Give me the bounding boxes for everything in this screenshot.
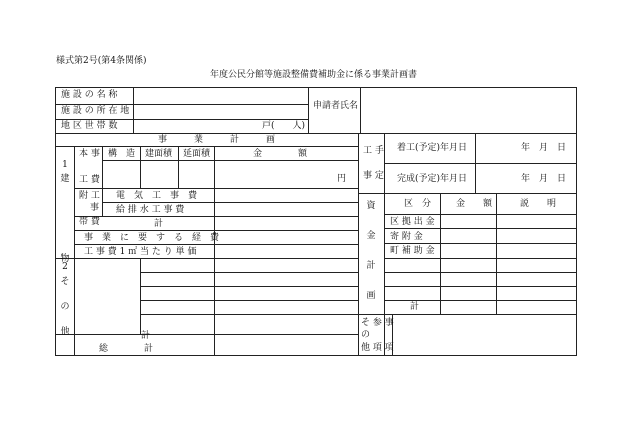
facility-name-label: 施 設 の 名 称: [61, 90, 118, 100]
grand-total-label: 総 計: [99, 344, 154, 354]
end-date-label: 完成(予定)年月日: [397, 174, 468, 184]
required-cost-label: 事 業 に 要 す る 経 費: [84, 233, 220, 243]
building-label: 1 建 物: [60, 160, 70, 264]
start-date-format: 年 月 日: [521, 143, 567, 153]
document-title: 年度公民分館等施設整備費補助金に係る事業計画書: [210, 70, 418, 80]
funding-row-donation: 寄 附 金: [390, 232, 423, 242]
funding-plan-label: 資 金 計 画: [366, 201, 376, 301]
funding-row-subsidy: 町 補 助 金: [390, 246, 435, 256]
start-date-label: 着工(予定)年月日: [397, 143, 468, 153]
aux-work-label-2: 事: [90, 203, 100, 213]
funding-row-district: 区 拠 出 金: [390, 217, 435, 227]
amount-header: 金 額: [253, 149, 308, 159]
aux-total-label: 計: [154, 219, 164, 229]
remarks-label-3: 他 項 項: [361, 343, 394, 353]
schedule-label-1: 工 手: [363, 146, 384, 156]
aux-work-label-3: 帯 費: [79, 217, 100, 227]
other-total-label: 計: [141, 331, 151, 341]
yen-unit: 円: [337, 174, 347, 184]
remarks-label-1: そ 参 事: [361, 318, 394, 328]
other-label: 2 そ の 他: [60, 262, 70, 337]
unit-cost-label: 工 事 費 1 ㎡ 当 た り 単 価: [84, 247, 197, 257]
funding-category-header: 区 分: [404, 199, 432, 209]
floor-area-header: 建面積: [145, 149, 173, 159]
funding-total-label: 計: [410, 302, 420, 312]
households-label: 地 区 世 帯 数: [61, 121, 118, 131]
schedule-label-2: 事 定: [363, 171, 384, 181]
households-unit: 戸( 人): [262, 121, 306, 131]
plumbing-cost-label: 給 排 水 工 事 費: [116, 205, 185, 215]
end-date-format: 年 月 日: [521, 174, 567, 184]
remarks-label-2: の: [361, 330, 371, 340]
form-number: 様式第2号(第4条関係): [56, 56, 147, 66]
funding-note-header: 説 明: [520, 199, 557, 209]
total-floor-header: 延面積: [183, 149, 211, 159]
plan-section-title: 事 業 計 画: [158, 135, 276, 145]
aux-work-label-1: 附 工: [79, 191, 100, 201]
structure-header: 構 造: [108, 149, 136, 159]
applicant-label: 申請者氏名: [313, 101, 359, 111]
main-work-label: 本 事: [79, 149, 100, 159]
electric-cost-label: 電 気 工 事 費: [116, 191, 198, 201]
facility-location-label: 施 設 の 所 在 地: [61, 106, 130, 116]
work-cost-label: 工 費: [79, 175, 100, 185]
funding-amount-header: 金 額: [456, 199, 493, 209]
